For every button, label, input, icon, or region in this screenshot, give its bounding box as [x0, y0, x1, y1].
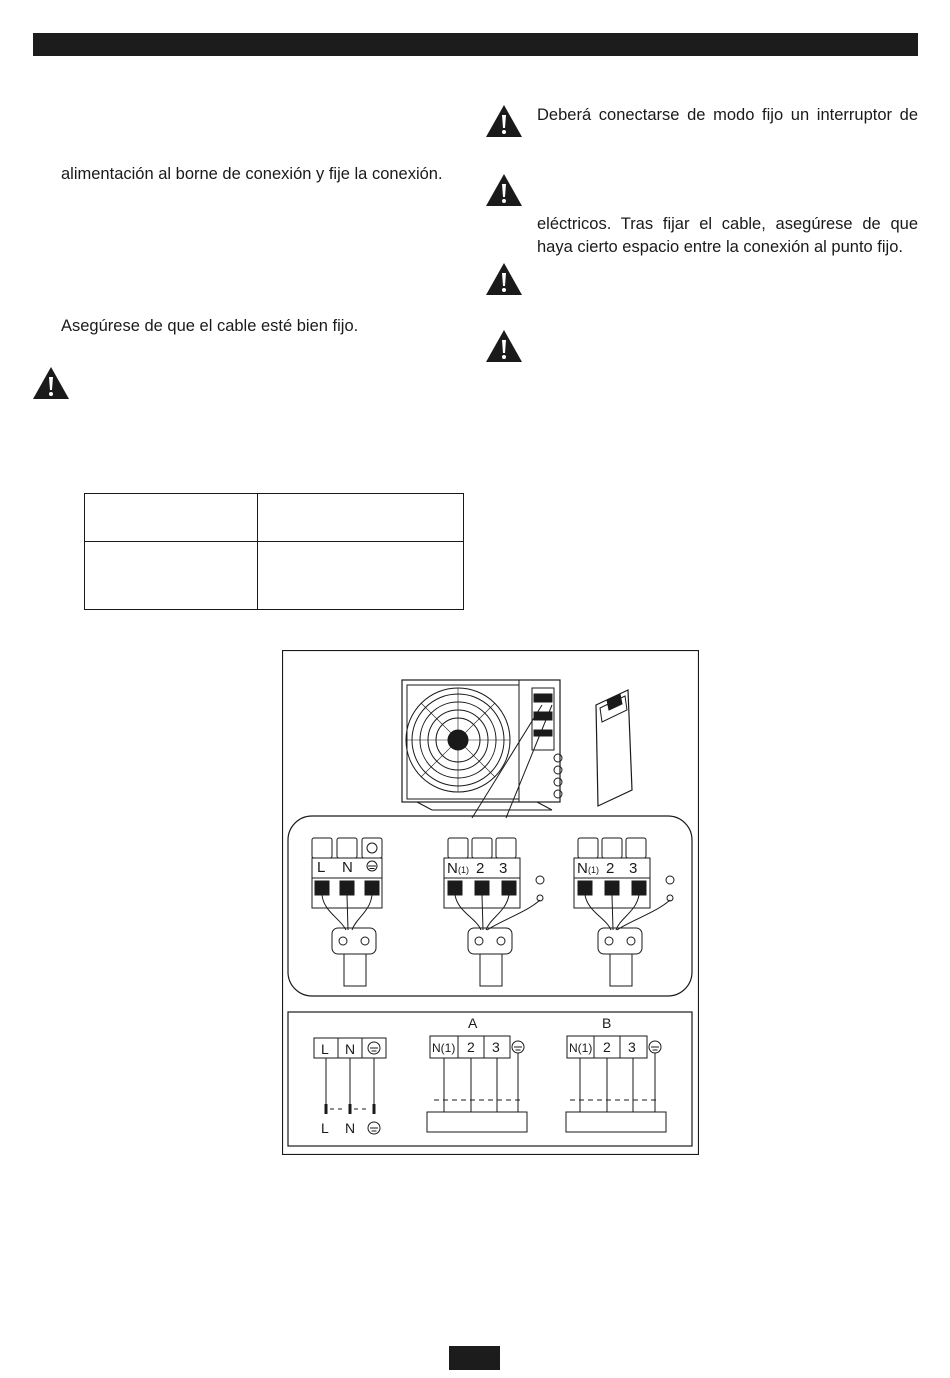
terminal-label-n-b: N: [577, 860, 588, 877]
schematic-bottom-label-n: N: [345, 1120, 356, 1136]
header-bar: [33, 33, 918, 56]
table-cell: [258, 542, 464, 610]
paragraph-cable-fixed: Asegúrese de que el cable esté bien fijo.: [61, 317, 359, 335]
terminal-label-2-a: 2: [476, 860, 485, 877]
terminal-label-3-a: 3: [499, 860, 508, 877]
terminal-label-n: N: [342, 859, 353, 876]
terminal-detail-panel: [288, 816, 692, 996]
warning-icon: [485, 262, 523, 296]
signal-terminal-block-b: [574, 838, 674, 986]
warning-icon: [485, 104, 523, 138]
page-number-bar: [449, 1346, 500, 1370]
ground-icon: [367, 861, 377, 871]
warning-icon: [32, 366, 70, 400]
warning-electrical-line2: haya cierto espacio entre la conexión al punto fijo.: [537, 238, 903, 256]
table-cell: [258, 494, 464, 542]
wiring-diagram: [282, 650, 699, 1155]
paragraph-power-connection: alimentación al borne de conexión y fije la conexión.: [61, 165, 443, 183]
schematic-a-n1: N(1): [432, 1041, 456, 1055]
terminal-label-3-b: 3: [629, 860, 638, 877]
table-cell: [85, 542, 258, 610]
warning-electrical-line1: eléctricos. Tras fijar el cable, asegúrese de que: [537, 215, 918, 233]
schematic-label-n: N: [345, 1041, 356, 1057]
warning-icon: [485, 329, 523, 363]
outdoor-unit-illustration: [402, 680, 562, 810]
terminal-label-n-a: N: [447, 860, 458, 877]
schematic-label-b: B: [602, 1015, 612, 1031]
terminal-label-l: L: [317, 859, 326, 876]
schematic-b-2: 2: [603, 1039, 611, 1055]
schematic-a-3: 3: [492, 1039, 500, 1055]
schematic-b-3: 3: [628, 1039, 636, 1055]
warning-fixed-switch: Deberá conectarse de modo fijo un interruptor de: [537, 106, 918, 124]
schematic-label-l: L: [321, 1041, 329, 1057]
terminal-label-1-b: (1): [588, 865, 599, 875]
warning-icon: [485, 173, 523, 207]
signal-terminal-block-a: [444, 838, 544, 986]
schematic-a-2: 2: [467, 1039, 475, 1055]
schematic-bottom-label-l: L: [321, 1120, 329, 1136]
schematic-label-a: A: [468, 1015, 478, 1031]
schematic-b-n1: N(1): [569, 1041, 593, 1055]
table-cell: [85, 494, 258, 542]
terminal-label-1-a: (1): [458, 865, 469, 875]
spec-table: [84, 493, 464, 610]
service-cover-illustration: [596, 690, 632, 806]
terminal-label-2-b: 2: [606, 860, 615, 877]
